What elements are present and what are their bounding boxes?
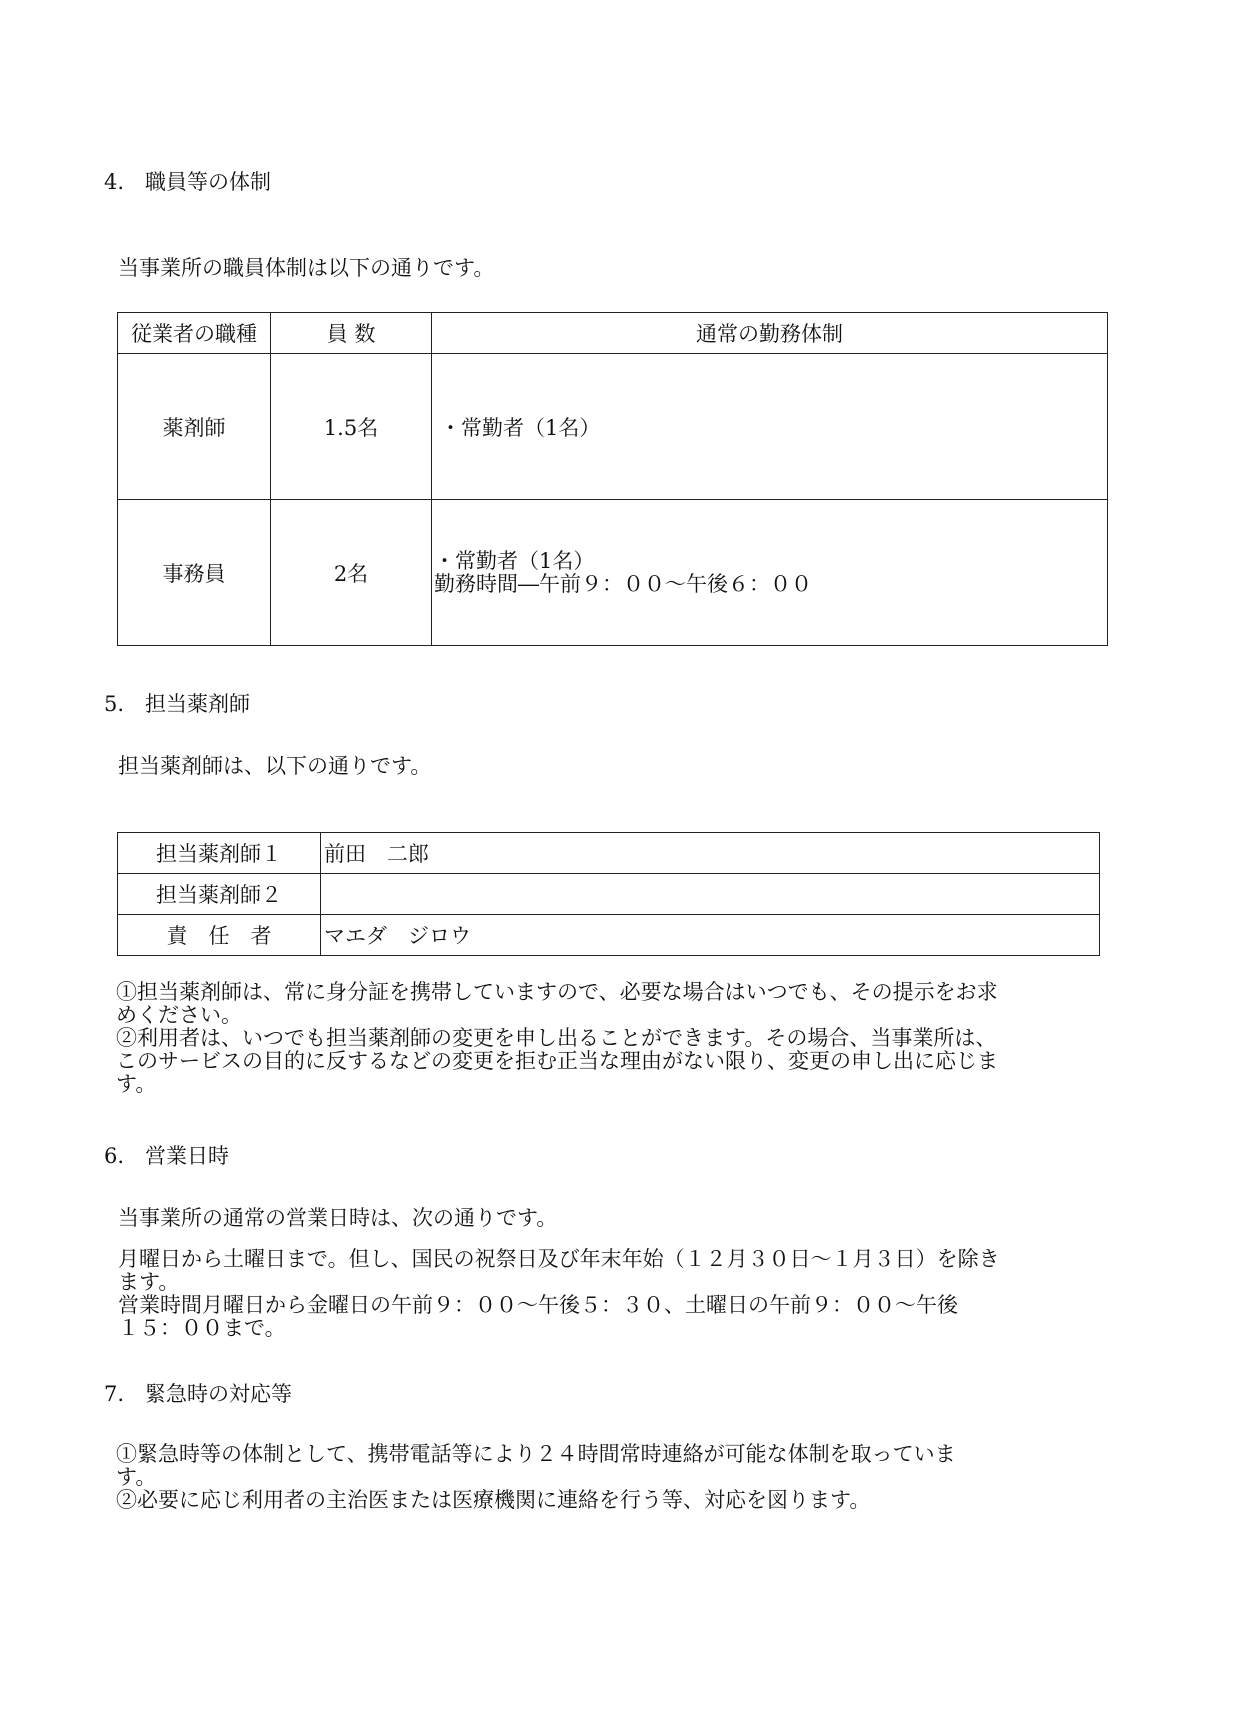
pharmacist-label: 責 任 者 [118, 915, 321, 956]
emergency-line: ②必要に応じ利用者の主治医または医療機関に連絡を行う等、対応を図ります。 [116, 1488, 871, 1512]
section-4-heading: 4. 職員等の体制 [104, 170, 272, 194]
table-row [118, 500, 1108, 646]
pharmacist-table [117, 832, 1100, 956]
hours-line: 月曜日から土曜日まで。但し、国民の祝祭日及び年末年始（１２月３０日～１月３日）を除き [118, 1247, 1000, 1271]
table-row [118, 354, 1108, 500]
table-row [118, 915, 1100, 956]
section-6-intro: 当事業所の通常の営業日時は、次の通りです。 [118, 1206, 558, 1230]
count-cell: 2名 [271, 500, 432, 646]
note-line: す。 [116, 1072, 157, 1096]
section-7-body [116, 1443, 956, 1512]
hours-line: 営業時間月曜日から金曜日の午前９：００～午後５：３０、土曜日の午前９：００～午後 [118, 1293, 958, 1317]
note-line: このサービスの目的に反するなどの変更を拒む正当な理由がない限り、変更の申し出に応じま [116, 1049, 998, 1073]
header-count: 員 数 [271, 313, 432, 354]
header-role: 従業者の職種 [118, 313, 271, 354]
pharmacist-label: 担当薬剤師１ [118, 833, 321, 874]
role-cell: 事務員 [118, 500, 271, 646]
table-row [118, 833, 1100, 874]
schedule-line: ・常勤者（1名） [440, 415, 601, 440]
section-6-hours [118, 1248, 1000, 1340]
header-schedule: 通常の勤務体制 [432, 313, 1108, 354]
schedule-line: ・常勤者（1名） [434, 548, 595, 573]
role-cell: 薬剤師 [118, 354, 271, 500]
pharmacist-value [321, 874, 1100, 915]
section-6-heading: 6. 営業日時 [104, 1144, 230, 1168]
section-5-notes [116, 981, 998, 1096]
note-line: ②利用者は、いつでも担当薬剤師の変更を申し出ることができます。その場合、当事業所は、 [116, 1026, 997, 1050]
pharmacist-value: マエダ ジロウ [321, 915, 1100, 956]
emergency-line: す。 [116, 1465, 157, 1489]
section-5-heading: 5. 担当薬剤師 [104, 692, 251, 716]
schedule-cell [432, 354, 1108, 500]
note-line: ①担当薬剤師は、常に身分証を携帯していますので、必要な場合はいつでも、その提示をお求 [116, 980, 998, 1004]
schedule-cell [432, 500, 1108, 646]
emergency-line: ①緊急時等の体制として、携帯電話等により２４時間常時連絡が可能な体制を取っていま [116, 1442, 956, 1466]
staff-table [117, 312, 1108, 646]
hours-line: １５：００まで。 [118, 1316, 286, 1340]
section-5-intro: 担当薬剤師は、以下の通りです。 [118, 754, 432, 778]
schedule-line: 勤務時間―午前９：００～午後６：００ [434, 571, 812, 596]
hours-line: ます。 [118, 1270, 180, 1294]
staff-table-header-row [118, 313, 1108, 354]
section-7-heading: 7. 緊急時の対応等 [104, 1382, 293, 1406]
pharmacist-value: 前田 二郎 [321, 833, 1100, 874]
section-4-intro: 当事業所の職員体制は以下の通りです。 [118, 256, 495, 280]
note-line: めください。 [116, 1003, 242, 1027]
pharmacist-label: 担当薬剤師２ [118, 874, 321, 915]
count-cell: 1.5名 [271, 354, 432, 500]
table-row [118, 874, 1100, 915]
